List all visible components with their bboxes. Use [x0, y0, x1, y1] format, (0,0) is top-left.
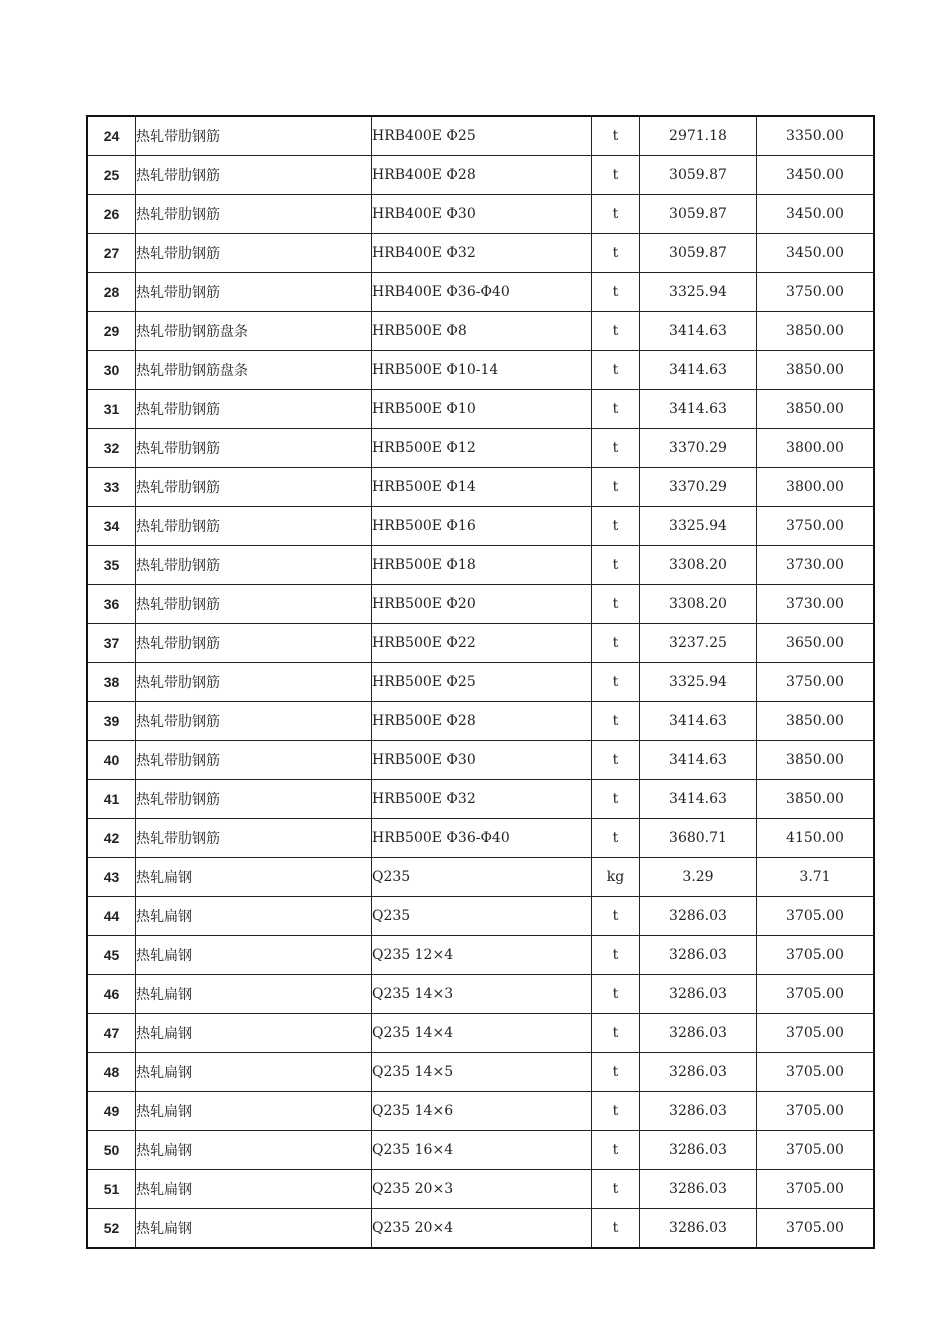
material-spec-cell: Q235 14×3: [372, 975, 592, 1014]
price-incl-tax-cell: 3750.00: [757, 663, 875, 702]
material-spec-cell: Q235 20×3: [372, 1170, 592, 1209]
table-row: [87, 312, 874, 351]
unit-cell: t: [592, 624, 640, 663]
unit-cell: t: [592, 195, 640, 234]
unit-cell: t: [592, 1209, 640, 1249]
row-index-cell: 40: [87, 741, 136, 780]
table-row: [87, 273, 874, 312]
price-incl-tax-cell: 3850.00: [757, 741, 875, 780]
table-row: [87, 936, 874, 975]
price-excl-tax-cell: 3414.63: [640, 351, 757, 390]
price-incl-tax-cell: 3705.00: [757, 1131, 875, 1170]
price-incl-tax-cell: 3850.00: [757, 780, 875, 819]
material-name-cell: 热轧扁钢: [136, 1014, 372, 1053]
row-index-cell: 50: [87, 1131, 136, 1170]
table-row: [87, 1209, 874, 1249]
table-row: [87, 507, 874, 546]
price-incl-tax-cell: 3750.00: [757, 507, 875, 546]
material-spec-cell: HRB500E Φ28: [372, 702, 592, 741]
unit-cell: t: [592, 663, 640, 702]
price-excl-tax-cell: 3414.63: [640, 390, 757, 429]
table-row: [87, 897, 874, 936]
material-name-cell: 热轧扁钢: [136, 1170, 372, 1209]
unit-cell: t: [592, 819, 640, 858]
price-excl-tax-cell: 3680.71: [640, 819, 757, 858]
price-incl-tax-cell: 3800.00: [757, 429, 875, 468]
material-spec-cell: Q235: [372, 897, 592, 936]
material-spec-cell: HRB500E Φ25: [372, 663, 592, 702]
price-incl-tax-cell: 3350.00: [757, 116, 875, 156]
table-row: [87, 780, 874, 819]
price-incl-tax-cell: 3705.00: [757, 1170, 875, 1209]
row-index-cell: 25: [87, 156, 136, 195]
table-row: [87, 546, 874, 585]
unit-cell: t: [592, 507, 640, 546]
material-spec-cell: Q235 12×4: [372, 936, 592, 975]
price-incl-tax-cell: 3850.00: [757, 351, 875, 390]
material-spec-cell: Q235 16×4: [372, 1131, 592, 1170]
unit-cell: t: [592, 429, 640, 468]
price-excl-tax-cell: 3308.20: [640, 585, 757, 624]
unit-cell: t: [592, 546, 640, 585]
price-excl-tax-cell: 3059.87: [640, 156, 757, 195]
price-excl-tax-cell: 3370.29: [640, 468, 757, 507]
price-excl-tax-cell: 3325.94: [640, 663, 757, 702]
row-index-cell: 28: [87, 273, 136, 312]
price-incl-tax-cell: 3705.00: [757, 897, 875, 936]
price-incl-tax-cell: 3730.00: [757, 546, 875, 585]
material-spec-cell: HRB400E Φ30: [372, 195, 592, 234]
unit-cell: t: [592, 1092, 640, 1131]
table-row: [87, 1014, 874, 1053]
table-row: [87, 741, 874, 780]
price-excl-tax-cell: 3370.29: [640, 429, 757, 468]
unit-cell: t: [592, 468, 640, 507]
unit-cell: t: [592, 1014, 640, 1053]
row-index-cell: 39: [87, 702, 136, 741]
row-index-cell: 26: [87, 195, 136, 234]
material-name-cell: 热轧扁钢: [136, 936, 372, 975]
price-incl-tax-cell: 3800.00: [757, 468, 875, 507]
unit-cell: t: [592, 585, 640, 624]
row-index-cell: 43: [87, 858, 136, 897]
price-incl-tax-cell: 3850.00: [757, 312, 875, 351]
unit-cell: t: [592, 312, 640, 351]
table-row: [87, 156, 874, 195]
material-name-cell: 热轧带肋钢筋: [136, 156, 372, 195]
material-spec-cell: HRB500E Φ20: [372, 585, 592, 624]
table-row: [87, 585, 874, 624]
price-excl-tax-cell: 3286.03: [640, 897, 757, 936]
unit-cell: kg: [592, 858, 640, 897]
table-row: [87, 663, 874, 702]
table-row: [87, 975, 874, 1014]
price-table: [86, 115, 875, 1249]
material-name-cell: 热轧带肋钢筋: [136, 741, 372, 780]
material-spec-cell: HRB400E Φ32: [372, 234, 592, 273]
material-spec-cell: HRB500E Φ12: [372, 429, 592, 468]
price-incl-tax-cell: 3450.00: [757, 156, 875, 195]
table-row: [87, 1131, 874, 1170]
row-index-cell: 33: [87, 468, 136, 507]
price-excl-tax-cell: 3414.63: [640, 780, 757, 819]
table-row: [87, 116, 874, 156]
material-spec-cell: HRB500E Φ14: [372, 468, 592, 507]
material-spec-cell: Q235 14×5: [372, 1053, 592, 1092]
unit-cell: t: [592, 156, 640, 195]
price-excl-tax-cell: 3414.63: [640, 741, 757, 780]
row-index-cell: 27: [87, 234, 136, 273]
row-index-cell: 48: [87, 1053, 136, 1092]
table-row: [87, 390, 874, 429]
material-name-cell: 热轧带肋钢筋: [136, 195, 372, 234]
table-row: [87, 195, 874, 234]
material-name-cell: 热轧带肋钢筋: [136, 663, 372, 702]
material-name-cell: 热轧带肋钢筋: [136, 546, 372, 585]
price-excl-tax-cell: 3414.63: [640, 312, 757, 351]
material-name-cell: 热轧扁钢: [136, 1209, 372, 1249]
row-index-cell: 34: [87, 507, 136, 546]
material-name-cell: 热轧带肋钢筋: [136, 819, 372, 858]
material-name-cell: 热轧带肋钢筋: [136, 116, 372, 156]
unit-cell: t: [592, 1131, 640, 1170]
row-index-cell: 42: [87, 819, 136, 858]
price-excl-tax-cell: 3308.20: [640, 546, 757, 585]
table-row: [87, 1170, 874, 1209]
material-name-cell: 热轧带肋钢筋盘条: [136, 312, 372, 351]
price-incl-tax-cell: 3705.00: [757, 1209, 875, 1249]
material-spec-cell: HRB400E Φ25: [372, 116, 592, 156]
table-row: [87, 468, 874, 507]
row-index-cell: 24: [87, 116, 136, 156]
unit-cell: t: [592, 273, 640, 312]
price-incl-tax-cell: 3850.00: [757, 390, 875, 429]
material-spec-cell: HRB500E Φ16: [372, 507, 592, 546]
material-spec-cell: Q235 14×4: [372, 1014, 592, 1053]
price-incl-tax-cell: 3.71: [757, 858, 875, 897]
row-index-cell: 46: [87, 975, 136, 1014]
material-spec-cell: HRB500E Φ32: [372, 780, 592, 819]
material-spec-cell: HRB400E Φ36-Φ40: [372, 273, 592, 312]
material-name-cell: 热轧扁钢: [136, 1131, 372, 1170]
price-excl-tax-cell: 3286.03: [640, 1170, 757, 1209]
material-spec-cell: Q235: [372, 858, 592, 897]
unit-cell: t: [592, 116, 640, 156]
material-spec-cell: HRB500E Φ10-14: [372, 351, 592, 390]
price-incl-tax-cell: 3705.00: [757, 975, 875, 1014]
material-name-cell: 热轧带肋钢筋: [136, 234, 372, 273]
table-row: [87, 1092, 874, 1131]
row-index-cell: 29: [87, 312, 136, 351]
material-spec-cell: HRB400E Φ28: [372, 156, 592, 195]
price-excl-tax-cell: 3286.03: [640, 1131, 757, 1170]
price-incl-tax-cell: 3730.00: [757, 585, 875, 624]
price-excl-tax-cell: 3325.94: [640, 273, 757, 312]
material-spec-cell: Q235 14×6: [372, 1092, 592, 1131]
unit-cell: t: [592, 741, 640, 780]
row-index-cell: 45: [87, 936, 136, 975]
material-spec-cell: HRB500E Φ30: [372, 741, 592, 780]
price-incl-tax-cell: 3750.00: [757, 273, 875, 312]
table-row: [87, 858, 874, 897]
unit-cell: t: [592, 234, 640, 273]
material-spec-cell: HRB500E Φ18: [372, 546, 592, 585]
material-name-cell: 热轧扁钢: [136, 897, 372, 936]
price-table-body: [87, 116, 874, 1248]
row-index-cell: 49: [87, 1092, 136, 1131]
table-row: [87, 702, 874, 741]
price-excl-tax-cell: 3286.03: [640, 1209, 757, 1249]
price-excl-tax-cell: 3414.63: [640, 702, 757, 741]
table-row: [87, 234, 874, 273]
row-index-cell: 35: [87, 546, 136, 585]
material-name-cell: 热轧扁钢: [136, 858, 372, 897]
row-index-cell: 30: [87, 351, 136, 390]
price-incl-tax-cell: 3450.00: [757, 234, 875, 273]
row-index-cell: 32: [87, 429, 136, 468]
table-row: [87, 351, 874, 390]
price-excl-tax-cell: 2971.18: [640, 116, 757, 156]
unit-cell: t: [592, 390, 640, 429]
material-name-cell: 热轧带肋钢筋盘条: [136, 351, 372, 390]
row-index-cell: 41: [87, 780, 136, 819]
price-excl-tax-cell: 3286.03: [640, 1092, 757, 1131]
unit-cell: t: [592, 702, 640, 741]
material-name-cell: 热轧扁钢: [136, 1092, 372, 1131]
price-incl-tax-cell: 3650.00: [757, 624, 875, 663]
row-index-cell: 51: [87, 1170, 136, 1209]
unit-cell: t: [592, 1053, 640, 1092]
row-index-cell: 52: [87, 1209, 136, 1249]
row-index-cell: 38: [87, 663, 136, 702]
material-name-cell: 热轧带肋钢筋: [136, 468, 372, 507]
price-incl-tax-cell: 3705.00: [757, 1053, 875, 1092]
price-incl-tax-cell: 3450.00: [757, 195, 875, 234]
price-excl-tax-cell: 3059.87: [640, 195, 757, 234]
price-incl-tax-cell: 3705.00: [757, 1014, 875, 1053]
table-row: [87, 429, 874, 468]
table-row: [87, 624, 874, 663]
table-row: [87, 1053, 874, 1092]
material-name-cell: 热轧带肋钢筋: [136, 429, 372, 468]
price-incl-tax-cell: 3705.00: [757, 936, 875, 975]
unit-cell: t: [592, 780, 640, 819]
unit-cell: t: [592, 936, 640, 975]
material-spec-cell: HRB500E Φ36-Φ40: [372, 819, 592, 858]
price-incl-tax-cell: 3850.00: [757, 702, 875, 741]
material-spec-cell: HRB500E Φ10: [372, 390, 592, 429]
unit-cell: t: [592, 1170, 640, 1209]
material-name-cell: 热轧带肋钢筋: [136, 585, 372, 624]
unit-cell: t: [592, 975, 640, 1014]
row-index-cell: 44: [87, 897, 136, 936]
material-name-cell: 热轧带肋钢筋: [136, 702, 372, 741]
material-name-cell: 热轧带肋钢筋: [136, 624, 372, 663]
row-index-cell: 36: [87, 585, 136, 624]
material-name-cell: 热轧扁钢: [136, 975, 372, 1014]
material-spec-cell: HRB500E Φ8: [372, 312, 592, 351]
price-excl-tax-cell: 3286.03: [640, 1053, 757, 1092]
table-row: [87, 819, 874, 858]
price-excl-tax-cell: 3286.03: [640, 1014, 757, 1053]
material-name-cell: 热轧带肋钢筋: [136, 273, 372, 312]
material-spec-cell: HRB500E Φ22: [372, 624, 592, 663]
row-index-cell: 47: [87, 1014, 136, 1053]
row-index-cell: 31: [87, 390, 136, 429]
price-excl-tax-cell: 3059.87: [640, 234, 757, 273]
price-incl-tax-cell: 3705.00: [757, 1092, 875, 1131]
price-excl-tax-cell: 3325.94: [640, 507, 757, 546]
material-name-cell: 热轧带肋钢筋: [136, 390, 372, 429]
price-excl-tax-cell: 3286.03: [640, 975, 757, 1014]
price-incl-tax-cell: 4150.00: [757, 819, 875, 858]
price-excl-tax-cell: 3.29: [640, 858, 757, 897]
unit-cell: t: [592, 897, 640, 936]
material-name-cell: 热轧扁钢: [136, 1053, 372, 1092]
row-index-cell: 37: [87, 624, 136, 663]
material-name-cell: 热轧带肋钢筋: [136, 507, 372, 546]
price-excl-tax-cell: 3237.25: [640, 624, 757, 663]
price-excl-tax-cell: 3286.03: [640, 936, 757, 975]
material-name-cell: 热轧带肋钢筋: [136, 780, 372, 819]
unit-cell: t: [592, 351, 640, 390]
material-spec-cell: Q235 20×4: [372, 1209, 592, 1249]
